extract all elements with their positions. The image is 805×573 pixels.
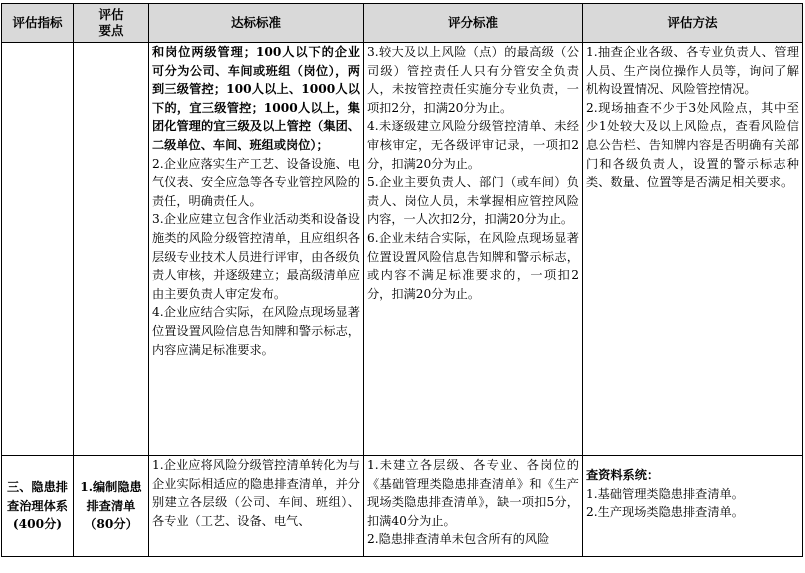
standard-item: 1.企业应将风险分级管控清单转化为与企业实际相适应的隐患排查清单，并分别建立各层级（公司、车间、班组）、各专业（工艺、设备、电气、	[152, 458, 360, 528]
scoring-item: 1.未建立各层级、各专业、各岗位的《基础管理类隐患排查清单》和《生产现场类隐患排查清单》，缺一项扣5分，扣满40分为止。	[367, 458, 579, 528]
scoring-item: 3.较大及以上风险（点）的最高级（公司级）管控责任人只有分管安全负责人，未按管控责任实施分专业负责，一项扣2分，扣满20分为止。	[367, 45, 579, 115]
method-item: 2.生产现场类隐患排查清单。	[586, 505, 744, 520]
scoring-cell	[364, 456, 583, 557]
standard-bold-text: 和岗位两级管理；100人以下的企业可分为公司、车间或班组（岗位），两到三级管控；100人以上、1000人以下的，宜三级管控；1000人以上，集团化管理的宜三级及以上管控（集团、二级单位、车间、班组或岗位）；	[152, 45, 360, 152]
header-standard: 达标标准	[149, 4, 364, 43]
key-point-cell	[74, 43, 149, 456]
indicator-cell	[2, 43, 74, 456]
header-method: 评估方法	[583, 4, 803, 43]
standard-item: 4.企业应结合实际，在风险点现场显著位置设置风险信息告知牌和警示标志，内容应满足标准要求。	[152, 305, 360, 357]
method-title: 查资料系统：	[586, 468, 660, 482]
method-item: 1.抽查企业各级、各专业负责人、管理人员、生产岗位操作人员等，询问了解机构设置情况、风险管控情况。	[586, 45, 799, 97]
standard-item: 2.企业应落实生产工艺、设备设施、电气仪表、安全应急等各专业管控风险的责任，明确责任人。	[152, 156, 360, 208]
method-item: 2.现场抽查不少于3处风险点，其中至少1处较大及以上风险点，查看风险信息公告栏、告知牌内容是否明确有关部门和各级负责人，设置的警示标志种类、数量、位置等是否满足相关要求。	[586, 100, 799, 190]
table-row	[2, 43, 803, 456]
standard-cell	[149, 43, 364, 456]
standard-cell	[149, 456, 364, 557]
key-point-cell: 1.编制隐患排查清单（80分）	[74, 456, 149, 557]
method-item: 1.基础管理类隐患排查清单。	[586, 486, 744, 501]
method-cell	[583, 456, 803, 557]
evaluation-table	[1, 3, 803, 557]
header-key-point-line2: 要点	[98, 23, 124, 38]
standard-item: 3.企业应建立包含作业活动类和设备设施类的风险分级管控清单，且应组织各层级专业技术人员进行评审，由各级负责人审核，并逐级建立；最高级清单应由主要负责人审定发布。	[152, 212, 360, 301]
scoring-item: 5.企业主要负责人、部门（或车间）负责人、岗位人员，未掌握相应管控风险内容，一人次扣2分，扣满20分为止。	[367, 175, 579, 227]
scoring-cell	[364, 43, 583, 456]
header-key-point-line1: 评估	[98, 7, 124, 22]
indicator-cell: 三、隐患排查治理体系(400分)	[2, 456, 74, 557]
document-page	[0, 3, 805, 573]
table-header-row	[2, 4, 803, 43]
header-key-point	[74, 4, 149, 43]
scoring-item: 4.未逐级建立风险分级管控清单、未经审核审定，无各级评审记录，一项扣2分，扣满20分为止。	[367, 119, 579, 171]
table-row	[2, 456, 803, 557]
method-cell	[583, 43, 803, 456]
header-indicator: 评估指标	[2, 4, 74, 43]
scoring-item: 2.隐患排查清单未包含所有的风险	[367, 532, 550, 547]
header-scoring: 评分标准	[364, 4, 583, 43]
scoring-item: 6.企业未结合实际，在风险点现场显著位置设置风险信息告知牌和警示标志，或内容不满足标准要求的，一项扣2分，扣满20分为止。	[367, 230, 579, 301]
